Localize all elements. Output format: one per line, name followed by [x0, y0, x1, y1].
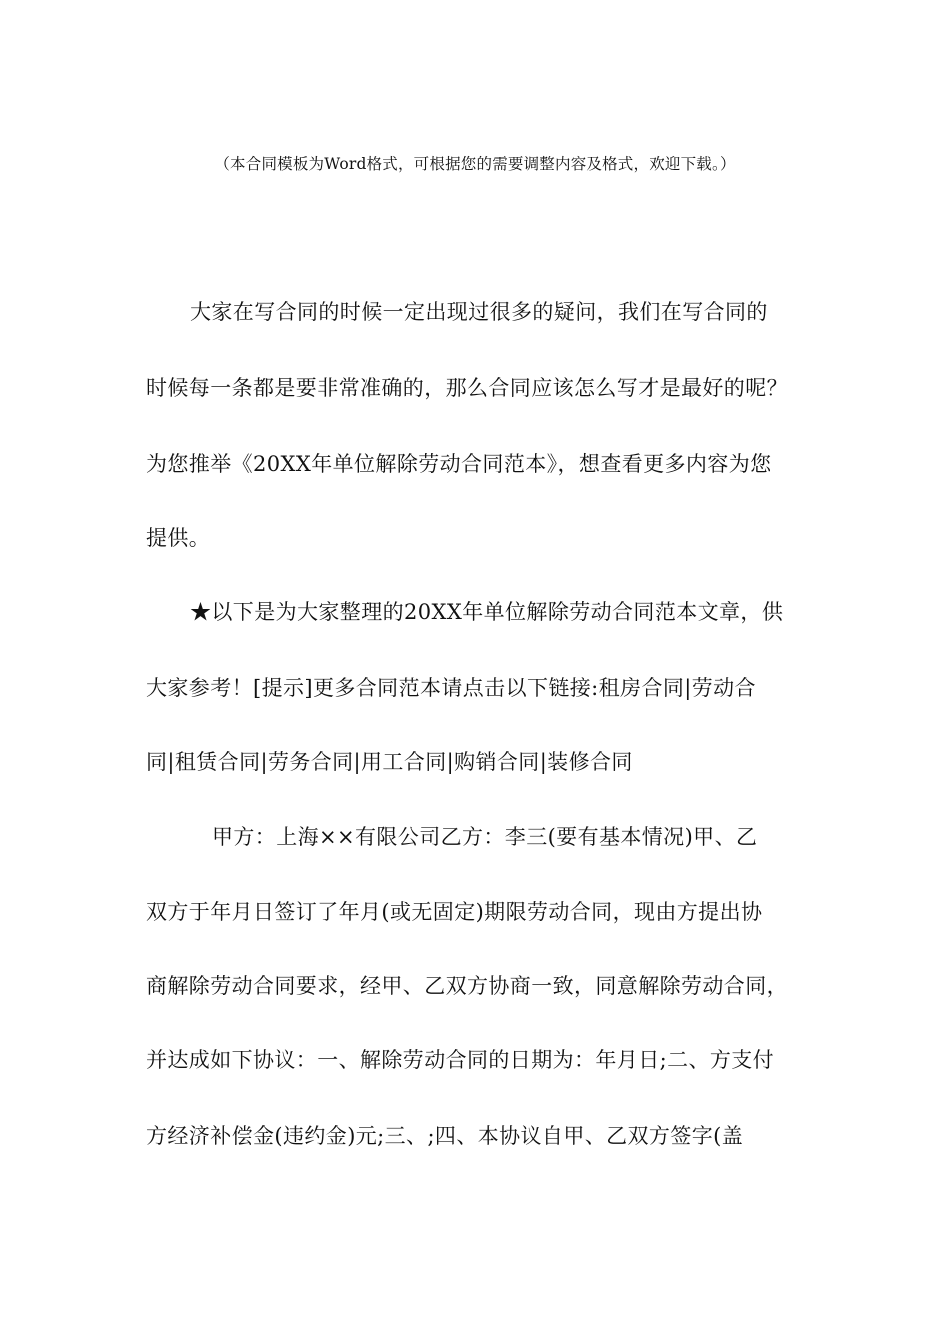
paragraph-2-line-2: 大家参考！[提示]更多合同范本请点击以下链接:租房合同|劳动合 [146, 676, 756, 700]
template-note: （本合同模板为Word格式，可根据您的需要调整内容及格式，欢迎下载。） [214, 155, 736, 173]
paragraph-1-line-2: 时候每一条都是要非常准确的，那么合同应该怎么写才是最好的呢？ [146, 376, 788, 400]
paragraph-2-line-3: 同|租赁合同|劳务合同|用工合同|购销合同|装修合同 [146, 750, 633, 774]
paragraph-3-line-4: 并达成如下协议：一、解除劳动合同的日期为：年月日;二、方支付 [146, 1048, 775, 1072]
paragraph-1-line-3: 为您推举《20XX年单位解除劳动合同范本》，想查看更多内容为您 [146, 452, 772, 476]
paragraph-3-line-1: 甲方：上海××有限公司乙方：李三(要有基本情况)甲、乙 [212, 825, 758, 849]
paragraph-3-line-2: 双方于年月日签订了年月(或无固定)期限劳动合同，现由方提出协 [146, 900, 763, 924]
paragraph-3-line-3: 商解除劳动合同要求，经甲、乙双方协商一致，同意解除劳动合同， [146, 974, 788, 998]
paragraph-1-line-1: 大家在写合同的时候一定出现过很多的疑问，我们在写合同的 [190, 300, 768, 324]
paragraph-2-line-1: ★以下是为大家整理的20XX年单位解除劳动合同范本文章，供 [190, 600, 784, 624]
paragraph-1-line-4: 提供。 [146, 526, 211, 550]
paragraph-3-line-5: 方经济补偿金(违约金)元;三、;四、本协议自甲、乙双方签字(盖 [146, 1124, 744, 1148]
